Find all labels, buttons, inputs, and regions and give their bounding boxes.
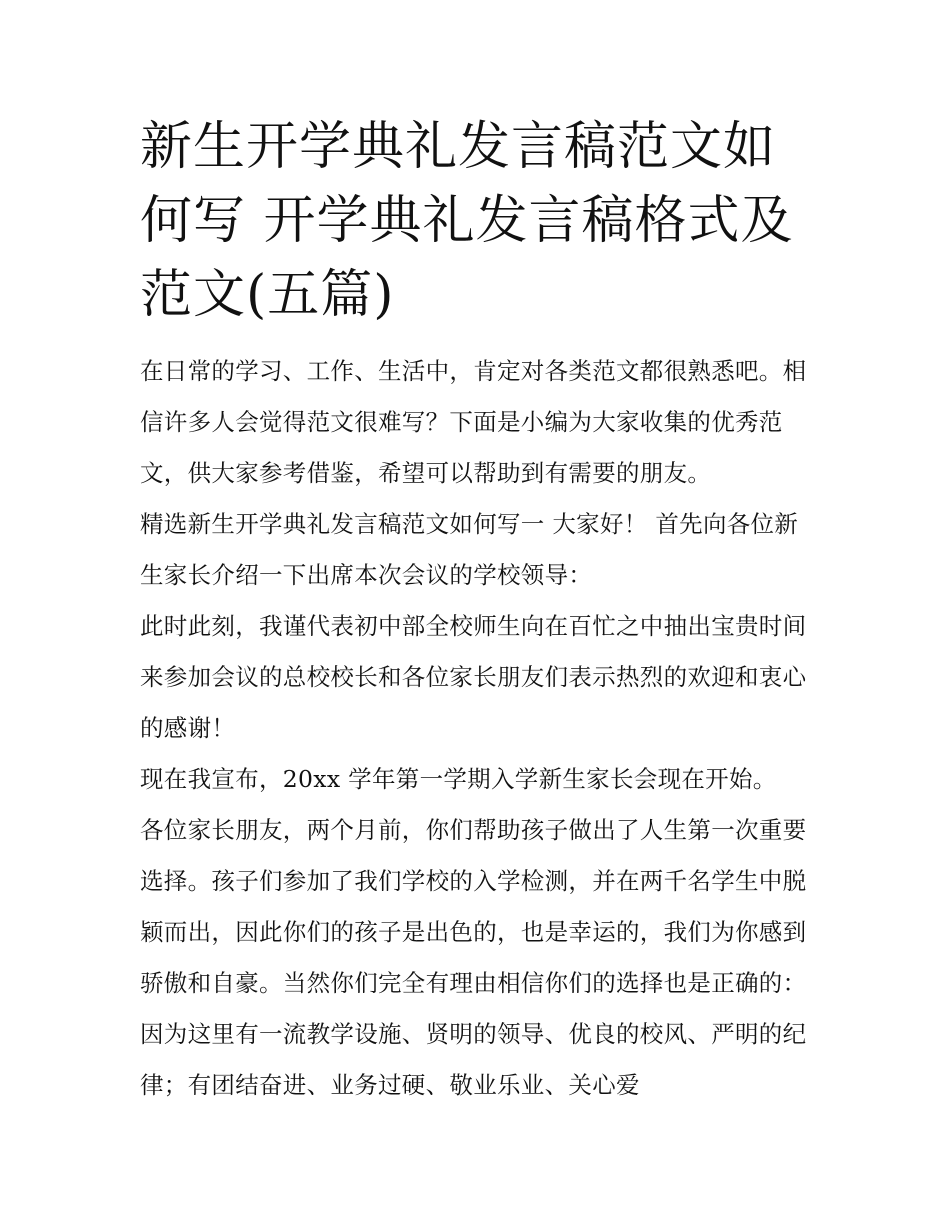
paragraph-announcement: 现在我宣布，20xx 学年第一学期入学新生家长会现在开始。 <box>140 765 777 793</box>
paragraph-address: 各位家长朋友，两个月前，你们帮助孩子做出了人生第一次重要选择。孩子们参加了我们学校的入学检测，并在两千名学生中脱颖而出，因此你们的孩子是出色的，也是幸运的，我们为你感到骄傲和自豪。当然你们完全有理由相信你们的选择也是正确的：因为这里有一流教学设施、贤明的领导、优良的校风、严明的纪律；有团结奋进、业务过硬、敬业乐业、关心爱 <box>140 816 807 1099</box>
document-page <box>140 110 820 1111</box>
paragraph-intro: 在日常的学习、工作、生活中，肯定对各类范文都很熟悉吧。相信许多人会觉得范文很难写？下面是小编为大家收集的优秀范文，供大家参考借鉴，希望可以帮助到有需要的朋友。 <box>140 357 807 487</box>
document-title: 新生开学典礼发言稿范文如何写 开学典礼发言稿格式及范文(五篇) <box>140 117 794 325</box>
paragraph-welcome: 此时此刻，我谨代表初中部全校师生向在百忙之中抽出宝贵时间来参加会议的总校校长和各位家长朋友们表示热烈的欢迎和衷心的感谢！ <box>140 612 807 742</box>
paragraph-greeting: 精选新生开学典礼发言稿范文如何写一 大家好！ 首先向各位新生家长介绍一下出席本次会议的学校领导： <box>140 510 799 589</box>
